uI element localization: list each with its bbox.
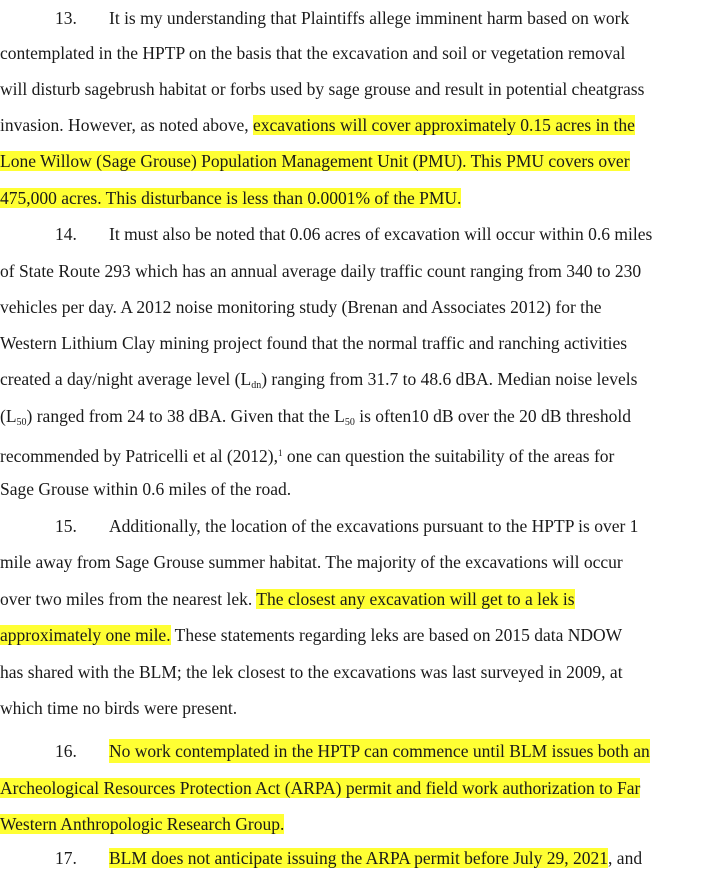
p15-line-5: has shared with the BLM; the lek closest to the excavations was last surveyed in 2009, at — [0, 662, 623, 682]
paragraph-number: 15. — [55, 516, 77, 536]
paragraph-number: 13. — [55, 8, 77, 28]
highlighted-text: Archeological Resources Protection Act (ARPA) permit and field work authorization to Far — [0, 778, 641, 798]
highlighted-text: BLM does not anticipate issuing the ARPA permit before July 29, 2021 — [109, 848, 609, 868]
p13-line-2: contemplated in the HPTP on the basis that the excavation and soil or vegetation removal — [0, 43, 626, 63]
highlighted-text: Western Anthropologic Research Group. — [0, 814, 285, 834]
paragraph-number: 14. — [55, 224, 77, 244]
p14-line-7: recommended by Patricelli et al (2012),$^1$ one can question the suitability of the areas for — [0, 446, 615, 466]
highlighted-text: excavations will cover approximately 0.15 acres in the — [252, 115, 635, 135]
p16-line-3 — [0, 812, 284, 836]
highlighted-text: No work contemplated in the HPTP can commence until BLM issues both an — [109, 741, 650, 761]
p15-line-2: mile away from Sage Grouse summer habitat. The majority of the excavations will occur — [0, 552, 623, 572]
p13-line-6 — [0, 186, 461, 210]
p15-line-6: which time no birds were present. — [0, 698, 238, 718]
p14-line-6: $(L_{50})$ ranged from 24 to 38 dBA. Given that the $L_{50}$ is often10 dB over the 20 dB threshold — [0, 406, 631, 428]
highlighted-text: approximately one mile. — [0, 625, 171, 645]
p13-line-4: invasion. However, as noted above, excavations will cover approximately 0.15 acres in the — [0, 115, 635, 135]
highlighted-text: 475,000 acres. This disturbance is less than 0.0001% of the PMU. — [0, 188, 462, 208]
p14-line-4: Western Lithium Clay mining project found that the normal traffic and ranching activities — [0, 333, 628, 353]
p14-line-5: created a day/night average level $(L_{dn})$ ranging from 31.7 to 48.6 dBA. Median noise levels — [0, 369, 638, 391]
p15-line-3: over two miles from the nearest lek. The closest any excavation will get to a lek is — [0, 589, 575, 609]
p14-line-8: Sage Grouse within 0.6 miles of the road. — [0, 479, 292, 499]
paragraph-number: 17. — [55, 848, 77, 868]
document-page: 13. It is my understanding that Plaintiffs allege imminent harm based on work contemplated in the HPTP on the basis that the excavation and soil or vegetation removal will disturb sagebrush habitat or forbs used by sage grouse and result in potential cheatgrass invasion. However, as noted above, excavations will cover approximately 0.15 acres in the Lone Willow (Sage Grouse) Population Management Unit (PMU). This PMU covers over 475,000 acres. This disturbance is less than 0.0001% of the PMU. 14. It must also be noted that 0.06 acres of excavation will occur within 0.6 miles of State Route 293 which has an annual average daily traffic count ranging from 340 to 230 vehicles per day. A 2012 noise monitoring study (Brenan and Associates 2012) for the Western Lithium Clay mining project found that the normal traffic and ranching activities created a day/night average level $(L_{dn})$ ranging from 31.7 to 48.6 dBA. Median noise levels $(L_{50})$ ranged from 24 to 38 dBA. Given that the $L_{50}$ is often10 dB over the 20 dB threshold recommended by Patricelli et al (2012),$^1$ one can question the suitability of the areas for Sage Grouse within 0.6 miles of the road. 15. Additionally, the location of the excavations pursuant to the HPTP is over 1 mile away from Sage Grouse summer habitat. The majority of the excavations will occur over two miles from the nearest lek. The closest any excavation will get to a lek is approximately one mile. These statements regarding leks are based on 2015 data NDOW has shared with the BLM; the lek closest to the excavations was last surveyed in 2009, at which time no birds were present. 16. No work contemplated in the HPTP can commence until BLM issues both an Archeological Resources Protection Act (ARPA) permit and field work authorization to Far Western Anthropologic Research Group. 17. BLM does not anticipate issuing the ARPA permit before July 29, 2021, and — [0, 8, 653, 868]
p14-line-3: vehicles per day. A 2012 noise monitoring study (Brenan and Associates 2012) for the — [0, 297, 602, 317]
highlighted-text: Lone Willow (Sage Grouse) Population Management Unit (PMU). This PMU covers over — [0, 151, 630, 171]
p13-line-5 — [0, 149, 630, 173]
p15-line-4: approximately one mile. These statements regarding leks are based on 2015 data NDOW — [0, 625, 623, 645]
p14-line-2: of State Route 293 which has an annual average daily traffic count ranging from 340 to 230 — [0, 261, 642, 281]
paragraph-number: 16. — [55, 741, 77, 761]
p13-line-3: will disturb sagebrush habitat or forbs used by sage grouse and result in potential cheatgrass — [0, 79, 645, 99]
p16-line-2 — [0, 776, 640, 800]
footnote-marker: 1 — [277, 448, 283, 458]
highlighted-text: The closest any excavation will get to a lek is — [256, 589, 575, 609]
